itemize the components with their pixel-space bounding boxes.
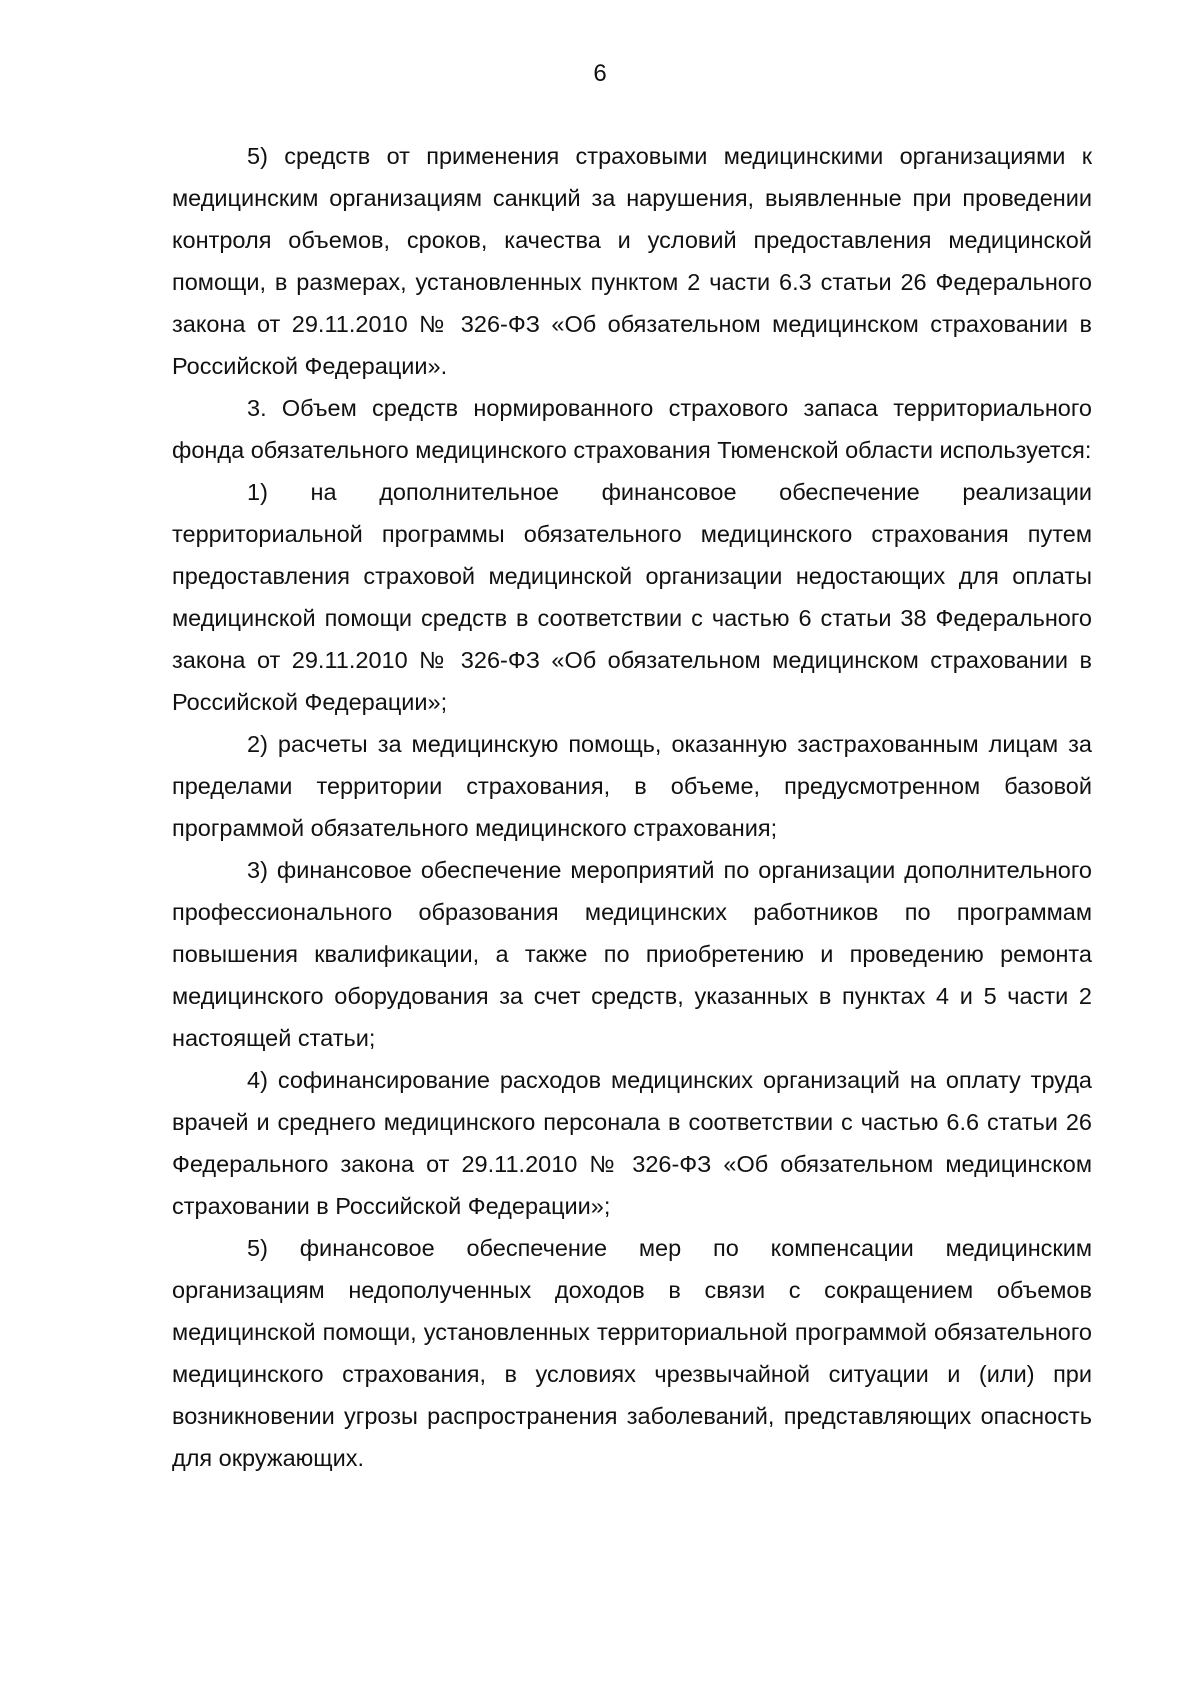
- paragraph-item-3-5: 5) финансовое обеспечение мер по компенсации медицинским организациям недополученных доходов в связи с сокращением объемов медицинской помощи, установленных территориальной программой обязательного медицинского страхования, в условиях чрезвычайной ситуации и (или) при возникновении угрозы распространения заболеваний, представляющих опасность для окружающих.: [172, 1235, 1092, 1471]
- page-number: 6: [593, 60, 607, 87]
- paragraph-section-3: 3. Объем средств нормированного страхового запаса территориального фонда обязательного медицинского страхования Тюменской области используется:: [172, 395, 1092, 463]
- document-body: [172, 135, 1092, 1479]
- paragraph-item-3-4: 4) софинансирование расходов медицинских организаций на оплату труда врачей и среднего медицинского персонала в соответствии с частью 6.6 статьи 26 Федерального закона от 29.11.2010 № 326-ФЗ «Об обязательном медицинском страховании в Российской Федерации»;: [172, 1067, 1092, 1219]
- paragraph-item-3-1: 1) на дополнительное финансовое обеспечение реализации территориальной программы обязательного медицинского страхования путем предоставления страховой медицинской организации недостающих для оплаты медицинской помощи средств в соответствии с частью 6 статьи 38 Федерального закона от 29.11.2010 № 326-ФЗ «Об обязательном медицинском страховании в Российской Федерации»;: [172, 479, 1092, 715]
- paragraph-item-3-3: 3) финансовое обеспечение мероприятий по организации дополнительного профессионального образования медицинских работников по программам повышения квалификации, а также по приобретению и проведению ремонта медицинского оборудования за счет средств, указанных в пунктах 4 и 5 части 2 настоящей статьи;: [172, 857, 1092, 1051]
- paragraph-item-2-5: 5) средств от применения страховыми медицинскими организациями к медицинским организациям санкций за нарушения, выявленные при проведении контроля объемов, сроков, качества и условий предоставления медицинской помощи, в размерах, установленных пунктом 2 части 6.3 статьи 26 Федерального закона от 29.11.2010 № 326-ФЗ «Об обязательном медицинском страховании в Российской Федерации».: [172, 143, 1092, 379]
- paragraph-item-3-2: 2) расчеты за медицинскую помощь, оказанную застрахованным лицам за пределами территории страхования, в объеме, предусмотренном базовой программой обязательного медицинского страхования;: [172, 731, 1092, 841]
